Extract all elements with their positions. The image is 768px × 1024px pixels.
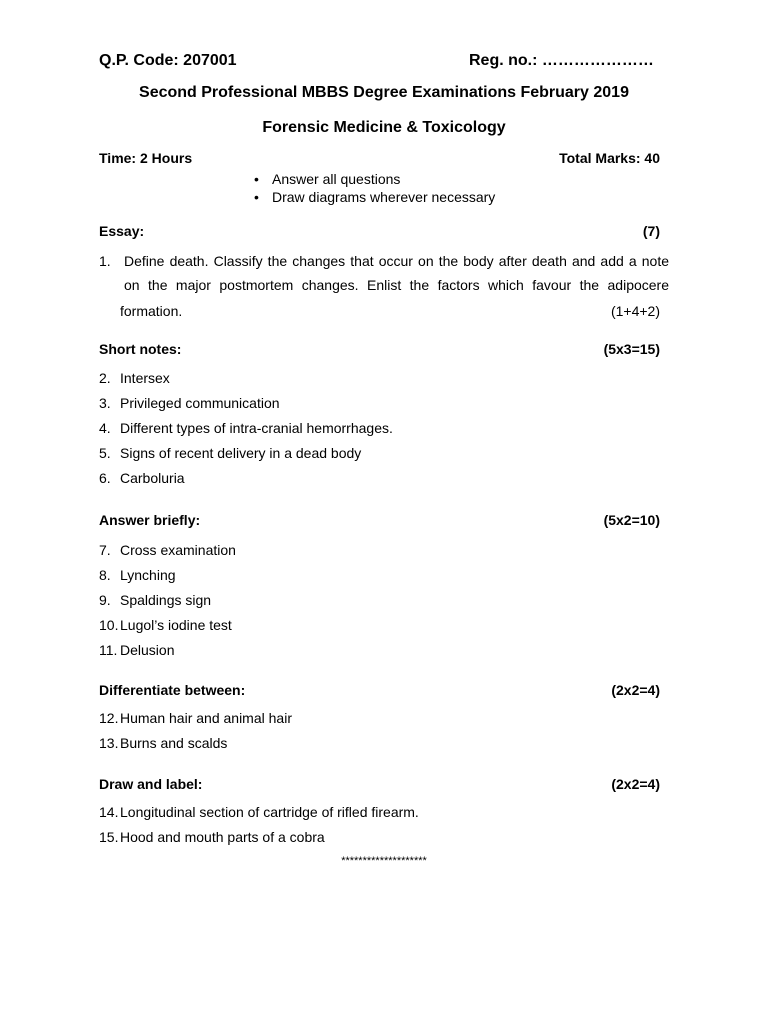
list-item [99,588,236,613]
exam-title: Second Professional MBBS Degree Examinations February 2019 [139,84,629,101]
list-item [99,638,236,663]
list-item [99,366,393,391]
essay-mark-split: (1+4+2) [610,303,660,319]
short-notes-heading: Short notes: [99,341,182,357]
end-marker: ******************** [341,855,427,867]
list-item [99,706,292,731]
draw-label-heading: Draw and label: [99,776,203,792]
question-text: Hood and mouth parts of a cobra [120,829,325,845]
differentiate-list [99,706,292,756]
question-text: Lynching [120,567,176,583]
question-number: 8. [99,567,111,583]
question-number: 6. [99,470,111,486]
list-item [99,441,393,466]
list-item [99,800,419,825]
differentiate-marks: (2x2=4) [611,682,660,698]
question-text: Cross examination [120,542,236,558]
instruction-item: • Answer all questions [252,170,495,188]
question-text: Burns and scalds [120,735,228,751]
essay-line-2: on the major postmortem changes. Enlist the factors which favour the adipocere [124,277,669,293]
question-text: Intersex [120,370,170,386]
list-item [99,416,393,441]
question-number: 12. [99,710,119,726]
question-text: Delusion [120,642,175,658]
list-item [99,825,419,850]
question-number: 4. [99,420,111,436]
question-text: Lugol’s iodine test [120,617,232,633]
question-text: Privileged communication [120,395,280,411]
short-notes-list [99,366,393,491]
draw-label-list [99,800,419,850]
question-number: 9. [99,592,111,608]
question-number: 13. [99,735,119,751]
subject-title: Forensic Medicine & Toxicology [262,119,506,136]
question-number: 3. [99,395,111,411]
list-item [99,391,393,416]
qp-code: Q.P. Code: 207001 [99,52,237,69]
question-text: Human hair and animal hair [120,710,292,726]
list-item [99,613,236,638]
question-text: Different types of intra-cranial hemorrhages. [120,420,393,436]
answer-briefly-heading: Answer briefly: [99,512,201,528]
instruction-item: • Draw diagrams wherever necessary [252,188,495,206]
reg-no: Reg. no.: ………………… [469,52,654,69]
question-text: Longitudinal section of cartridge of rifled firearm. [120,804,419,820]
essay-line-1: Define death. Classify the changes that occur on the body after death and add a note [124,253,669,269]
list-item [99,731,292,756]
list-item [99,538,236,563]
list-item [99,563,236,588]
question-number: 10. [99,617,119,633]
differentiate-heading: Differentiate between: [99,682,246,698]
short-notes-marks: (5x3=15) [603,341,660,357]
question-number: 14. [99,804,119,820]
question-number: 15. [99,829,119,845]
total-marks: Total Marks: 40 [559,150,660,166]
question-number: 5. [99,445,111,461]
answer-briefly-list [99,538,236,663]
essay-marks: (7) [642,223,660,239]
instructions-list [252,170,495,206]
essay-number: 1. [99,253,111,269]
question-text: Signs of recent delivery in a dead body [120,445,362,461]
question-number: 2. [99,370,111,386]
draw-label-marks: (2x2=4) [611,776,660,792]
answer-briefly-marks: (5x2=10) [603,512,660,528]
question-number: 11. [99,642,118,658]
question-text: Carboluria [120,470,185,486]
list-item [99,466,393,491]
exam-time: Time: 2 Hours [99,150,193,166]
essay-heading: Essay: [99,223,145,239]
essay-line-3: formation. [120,303,183,319]
question-text: Spaldings sign [120,592,212,608]
question-number: 7. [99,542,111,558]
